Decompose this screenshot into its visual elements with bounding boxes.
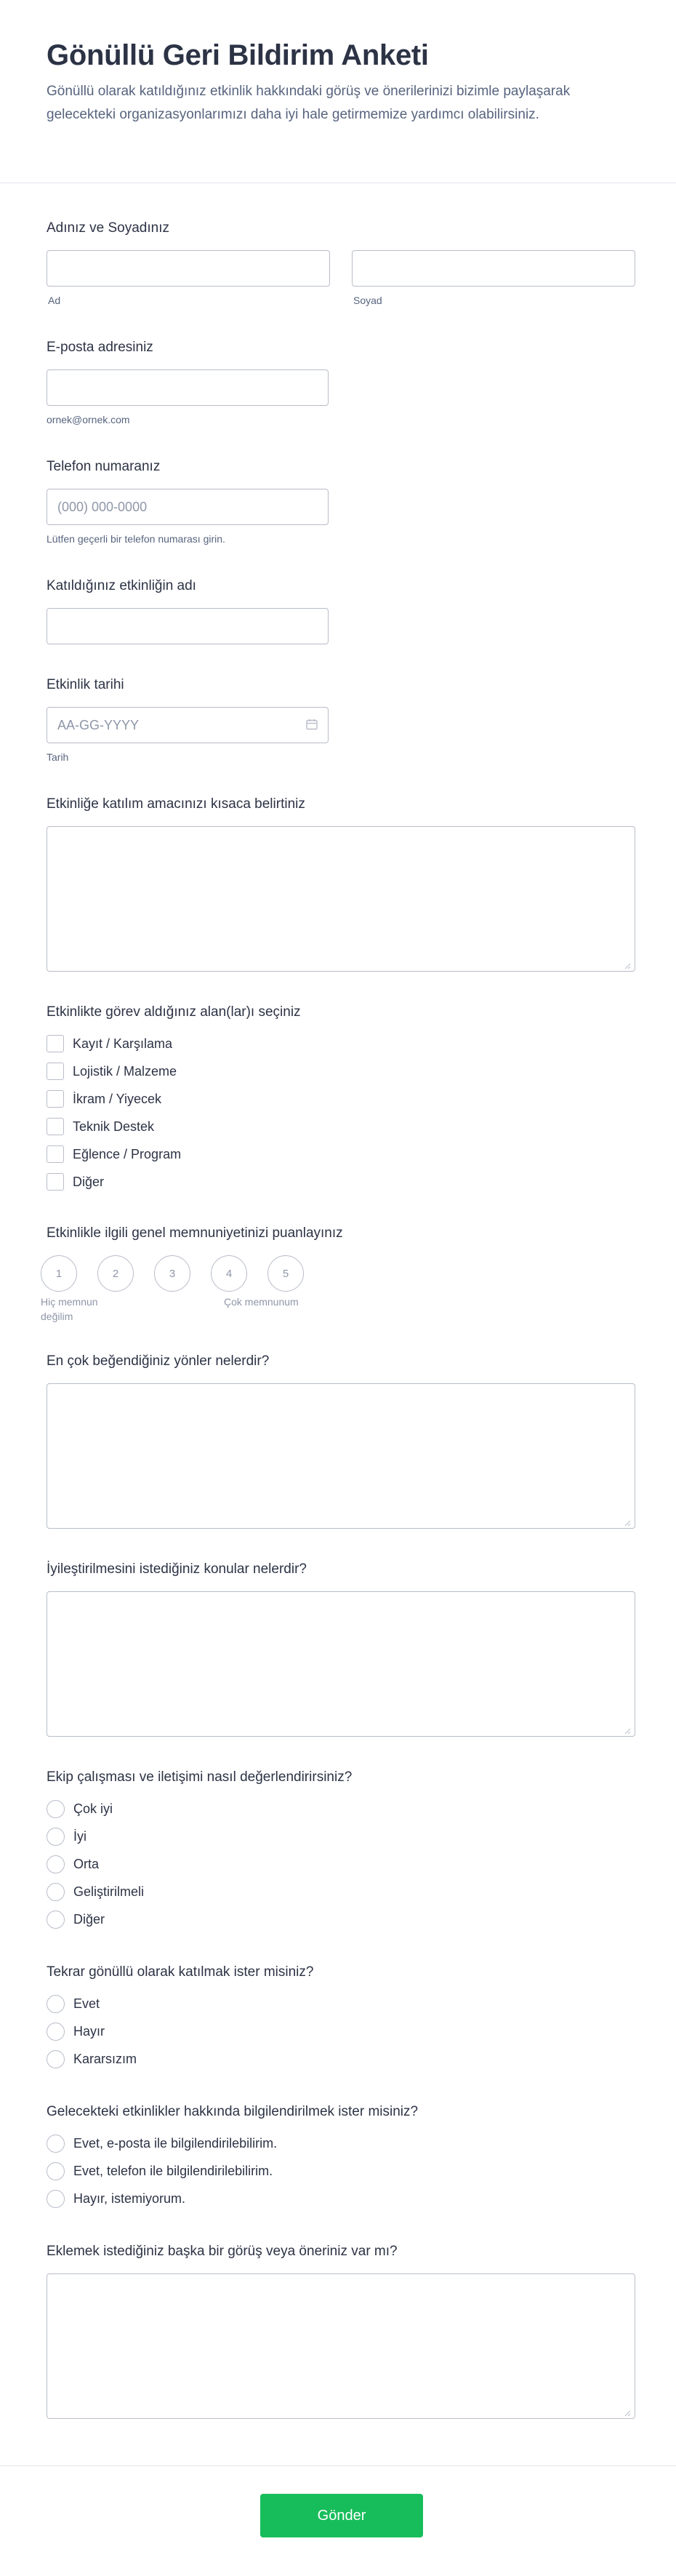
checkbox-option[interactable] [41, 1057, 635, 1085]
event-name-input[interactable] [47, 608, 329, 644]
phone-sublabel: Lütfen geçerli bir telefon numarası girin. [47, 533, 225, 545]
question-teamwork [41, 1769, 635, 1933]
question-event-date [41, 676, 635, 764]
question-label: Katıldığınız etkinliğin adı [47, 578, 196, 593]
option-label: Evet [73, 1996, 100, 2011]
date-sublabel: Tarih [47, 751, 69, 763]
checkbox-option[interactable] [41, 1168, 635, 1196]
first-name-input[interactable] [47, 250, 330, 287]
option-label: Orta [73, 1856, 100, 1871]
resize-handle-icon[interactable] [624, 960, 631, 967]
question-label: Eklemek istediğiniz başka bir görüş veya öneriniz var mı? [47, 2244, 398, 2259]
radio-button[interactable] [47, 2050, 65, 2068]
rating-option[interactable]: 3 [154, 1255, 190, 1292]
question-event-name [41, 577, 635, 644]
radio-button[interactable] [47, 1800, 65, 1818]
question-areas [41, 1004, 635, 1196]
radio-button[interactable] [47, 2135, 65, 2153]
radio-button[interactable] [47, 1855, 65, 1873]
checkbox-option[interactable] [41, 1113, 635, 1140]
rating-option[interactable]: 5 [267, 1255, 304, 1292]
radio-button[interactable] [47, 2162, 65, 2180]
question-satisfaction [41, 1225, 635, 1324]
option-label: Teknik Destek [73, 1119, 155, 1134]
checkbox[interactable] [47, 1090, 64, 1108]
question-again [41, 1964, 635, 2073]
radio-option[interactable] [41, 1990, 635, 2017]
radio-option[interactable] [41, 1795, 635, 1823]
radio-option[interactable] [41, 2017, 635, 2045]
option-label: Evet, telefon ile bilgilendirilebilirim. [73, 2163, 273, 2178]
submit-button[interactable]: Gönder [260, 2494, 423, 2537]
option-label: Çok iyi [73, 1801, 113, 1816]
question-label: Etkinlik tarihi [47, 677, 124, 692]
option-label: İkram / Yiyecek [73, 1091, 162, 1106]
date-field [47, 707, 329, 743]
question-phone [41, 458, 635, 545]
question-purpose [41, 796, 635, 972]
option-label: Kararsızım [73, 2051, 137, 2066]
phone-input[interactable] [47, 489, 329, 525]
option-label: Diğer [73, 1911, 105, 1927]
question-liked [41, 1353, 635, 1529]
question-improve [41, 1561, 635, 1737]
purpose-textarea[interactable] [47, 826, 635, 972]
option-label: Eğlence / Program [73, 1146, 182, 1161]
form-title: Gönüllü Geri Bildirim Anketi [47, 39, 429, 71]
option-label: Evet, e-posta ile bilgilendirilebilirim. [73, 2135, 278, 2151]
option-label: Hayır, istemiyorum. [73, 2191, 186, 2206]
checkbox[interactable] [47, 1173, 64, 1191]
resize-handle-icon[interactable] [624, 1725, 631, 1732]
radio-button[interactable] [47, 1911, 65, 1929]
radio-option[interactable] [41, 1878, 635, 1905]
option-label: İyi [73, 1828, 86, 1844]
radio-button[interactable] [47, 1995, 65, 2013]
radio-option[interactable] [41, 2129, 635, 2157]
checkbox-option[interactable] [41, 1085, 635, 1113]
radio-button[interactable] [47, 1883, 65, 1901]
last-name-input[interactable] [352, 250, 635, 287]
radio-button[interactable] [47, 1828, 65, 1846]
rating-option[interactable]: 1 [41, 1255, 77, 1292]
rating-option[interactable]: 4 [211, 1255, 247, 1292]
question-label: E-posta adresiniz [47, 340, 153, 355]
rating-scale [41, 1255, 635, 1292]
form-content [0, 220, 676, 2419]
date-input[interactable] [47, 707, 329, 743]
question-label: Gelecekteki etkinlikler hakkında bilgilendirilmek ister misiniz? [47, 2104, 419, 2119]
question-label: Telefon numaranız [47, 459, 161, 474]
form-header [0, 0, 676, 183]
checkbox[interactable] [47, 1118, 64, 1135]
checkbox[interactable] [47, 1145, 64, 1163]
question-extra [41, 2243, 635, 2419]
rating-option[interactable]: 2 [97, 1255, 134, 1292]
last-name-sublabel: Soyad [353, 295, 382, 306]
checkbox-option[interactable] [41, 1140, 635, 1168]
option-label: Lojistik / Malzeme [73, 1063, 177, 1079]
question-label: En çok beğendiğiniz yönler nelerdir? [47, 1353, 270, 1369]
question-label: Etkinlikte görev aldığınız alan(lar)ı seçiniz [47, 1004, 301, 1020]
improve-textarea[interactable] [47, 1591, 635, 1737]
email-sublabel: ornek@ornek.com [47, 414, 130, 425]
radio-option[interactable] [41, 2157, 635, 2185]
radio-option[interactable] [41, 1823, 635, 1850]
question-label: Etkinlikle ilgili genel memnuniyetinizi puanlayınız [47, 1225, 343, 1241]
form-description: Gönüllü olarak katıldığınız etkinlik hakkındaki görüş ve önerilerinizi bizimle paylaşarak gelecekteki organizasyonlarımızı daha iyi hale getirmemize yardımcı olabilirsiniz. [47, 84, 571, 122]
option-label: Geliştirilmeli [73, 1884, 145, 1899]
question-label: İyileştirilmesini istediğiniz konular nelerdir? [47, 1561, 307, 1577]
calendar-icon[interactable] [305, 718, 318, 731]
radio-option[interactable] [41, 1905, 635, 1933]
scale-high-label: Çok memnunum [224, 1296, 299, 1308]
extra-textarea[interactable] [47, 2273, 635, 2419]
question-name [41, 220, 635, 307]
first-name-sublabel: Ad [48, 295, 61, 306]
radio-button[interactable] [47, 2190, 65, 2208]
radio-button[interactable] [47, 2023, 65, 2041]
radio-option[interactable] [41, 1850, 635, 1878]
option-label: Kayıt / Karşılama [73, 1036, 173, 1051]
checkbox[interactable] [47, 1035, 64, 1052]
radio-option[interactable] [41, 2185, 635, 2212]
option-label: Hayır [73, 2023, 105, 2039]
radio-option[interactable] [41, 2045, 635, 2073]
question-notify [41, 2103, 635, 2212]
email-input[interactable] [47, 369, 329, 406]
scale-low-label: Hiç memnun değilim [41, 1296, 98, 1322]
form-footer [0, 2465, 676, 2576]
option-label: Diğer [73, 1174, 105, 1189]
checkbox[interactable] [47, 1063, 64, 1080]
resize-handle-icon[interactable] [624, 2407, 631, 2415]
liked-textarea[interactable] [47, 1383, 635, 1529]
question-label: Tekrar gönüllü olarak katılmak ister misiniz? [47, 1964, 314, 1980]
question-email [41, 339, 635, 426]
question-label: Ekip çalışması ve iletişimi nasıl değerlendirirsiniz? [47, 1769, 353, 1785]
resize-handle-icon[interactable] [624, 1517, 631, 1524]
checkbox-option[interactable] [41, 1030, 635, 1057]
question-label: Adınız ve Soyadınız [47, 220, 169, 236]
question-label: Etkinliğe katılım amacınızı kısaca belirtiniz [47, 796, 305, 812]
